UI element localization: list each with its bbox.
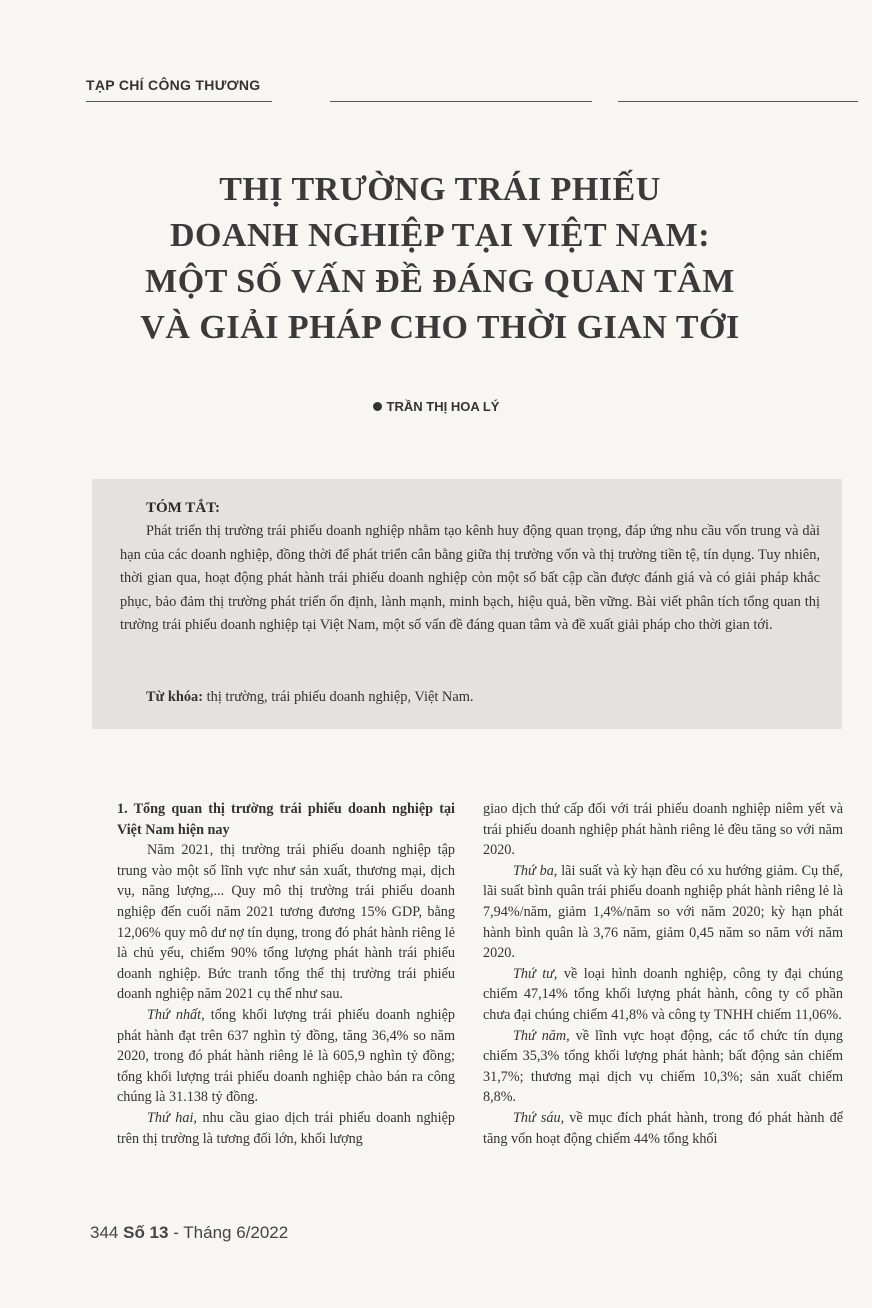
keywords [146,689,474,706]
body-paragraph [483,964,843,1026]
title-line-3: MỘT SỐ VẤN ĐỀ ĐÁNG QUAN TÂM [145,263,735,300]
title-line-1: THỊ TRƯỜNG TRÁI PHIẾU [219,171,661,208]
paragraph-text: tổng khối lượng trái phiếu doanh nghiệp phát hành đạt trên 637 nghìn tỷ đồng, tăng 36,4% so năm 2020, trong đó phát hành riêng lẻ là 605,9 nghìn tỷ đồng; tổng khối lượng trái phiếu doanh nghiệp chào bán ra công chúng là 31.138 tỷ đồng. [117,1006,455,1106]
paragraph-text: về loại hình doanh nghiệp, công ty đại chúng chiếm 47,14% tổng khối lượng phát hành, công ty cổ phần chưa đại chúng chiếm 41,8% và công ty TNHH chiếm 11,06%. [483,965,843,1023]
header-rule-3 [618,101,858,102]
body-paragraph [117,1108,455,1149]
abstract-heading: TÓM TẮT: [146,500,221,516]
body-column-left [117,799,455,1149]
journal-name: TẠP CHÍ CÔNG THƯƠNG [86,77,261,93]
header-rule-1 [86,101,272,102]
paragraph-lead: Thứ tư, [513,965,558,982]
header-rule-2 [330,101,592,102]
bullet-icon [373,402,382,411]
body-paragraph [483,1108,843,1149]
page-number: 344 [90,1223,119,1242]
author-name: TRẦN THỊ HOA LÝ [386,399,500,414]
body-column-right [483,799,843,1149]
issue-number: Số 13 [123,1223,169,1242]
paragraph-lead: Thứ nhất, [147,1006,205,1023]
issue-date: - Tháng 6/2022 [168,1223,289,1242]
author-line [0,399,872,414]
paragraph-lead: Thứ năm, [513,1027,570,1044]
abstract-text [120,520,820,638]
body-paragraph [483,1026,843,1108]
abstract-paragraph: Phát triển thị trường trái phiếu doanh nghiệp nhằm tạo kênh huy động quan trọng, đáp ứng nhu cầu vốn trung và dài hạn của các doanh nghiệp, đồng thời để phát triển cân bằng giữa thị trường vốn và thị trường tiền tệ, tín dụng. Tuy nhiên, thời gian qua, hoạt động phát hành trái phiếu doanh nghiệp còn một số bất cập cần được đánh giá và có giải pháp khắc phục, bảo đảm thị trường phát triển ổn định, lành mạnh, minh bạch, hiệu quả, bền vững. Bài viết phân tích tổng quan thị trường trái phiếu doanh nghiệp tại Việt Nam, một số vấn đề đáng quan tâm và đề xuất giải pháp cho thời gian tới. [120,523,820,634]
keywords-label: Từ khóa: [146,689,204,705]
keywords-value: thị trường, trái phiếu doanh nghiệp, Việt Nam. [203,689,474,705]
paragraph-lead: Thứ hai, [147,1109,197,1126]
article-title [120,167,760,351]
title-line-2: DOANH NGHIỆP TẠI VIỆT NAM: [169,217,711,254]
body-paragraph [483,861,843,964]
paragraph-text: về mục đích phát hành, trong đó phát hành để tăng vốn hoạt động chiếm 44% tổng khối [483,1109,844,1147]
paragraph-text: lãi suất và kỳ hạn đều có xu hướng giảm. Cụ thể, lãi suất bình quân trái phiếu doanh nghiệp phát hành riêng lẻ là 7,94%/năm, giảm 1,4%/năm so với năm 2020; kỳ hạn phát hành bình quân là 3,76 năm, giảm 0,45 năm so năm với năm 2020. [483,862,843,962]
paragraph-text: nhu cầu giao dịch trái phiếu doanh nghiệp trên thị trường là tương đối lớn, khối lượng [117,1109,455,1147]
paragraph-text: về lĩnh vực hoạt động, các tổ chức tín dụng chiếm 35,3% tổng khối lượng phát hành; bất động sản chiếm 31,7%; thương mại dịch vụ chiếm 10,3%; sản xuất chiếm 8,8%. [483,1027,844,1106]
section-heading: 1. Tổng quan thị trường trái phiếu doanh nghiệp tại Việt Nam hiện nay [117,801,455,838]
body-paragraph: Năm 2021, thị trường trái phiếu doanh nghiệp tập trung vào một số lĩnh vực như sản xuất, thương mại, dịch vụ, năng lượng,... Quy mô thị trường trái phiếu doanh nghiệp đến cuối năm 2021 tương đương 15% GDP, bằng 12,06% quy mô dư nợ tín dụng, trong đó phát hành riêng lẻ là chủ yếu, chiếm 90% tổng lượng phát hành trái phiếu doanh nghiệp. Bức tranh tổng thể thị trường trái phiếu doanh nghiệp năm 2021 cụ thể như sau. [117,842,455,1003]
paragraph-lead: Thứ sáu, [513,1109,565,1126]
body-paragraph: giao dịch thứ cấp đối với trái phiếu doanh nghiệp niêm yết và trái phiếu doanh nghiệp phát hành riêng lẻ đều tăng so với năm 2020. [483,801,843,859]
paragraph-lead: Thứ ba, [513,862,558,879]
page-footer [90,1223,288,1243]
body-paragraph [117,1005,455,1108]
title-line-4: VÀ GIẢI PHÁP CHO THỜI GIAN TỚI [140,309,740,346]
